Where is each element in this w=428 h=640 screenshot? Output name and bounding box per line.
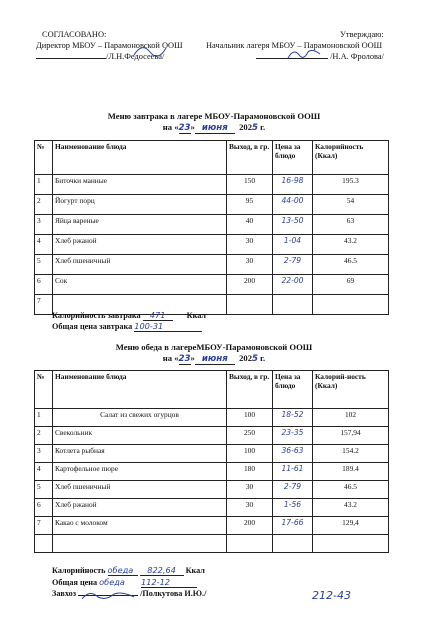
dish-output: 95 [227,195,273,215]
col-price: Цена за блюдо [273,371,313,409]
breakfast-date: на «23» июня 2025 г. [162,122,266,133]
dish-price: 23-35 [273,427,313,445]
camp-head-line: Начальник лагеря МБОУ – Парамоновской ООШ [206,41,383,50]
dish-name: Какао с молоком [53,517,227,535]
dish-output [227,535,273,553]
dish-calories: 46.5 [313,481,389,499]
dish-price: 2-79 [273,481,313,499]
dish-price: 1-56 [273,499,313,517]
dish-calories: 46.5 [313,255,389,275]
dish-calories: 43.2 [313,499,389,517]
dish-name: Картофельное пюре [53,463,227,481]
director-line: Директор МБОУ – Парамоновской ООШ [36,41,183,50]
dish-calories: 189.4 [313,463,389,481]
row-number: 3 [35,445,53,463]
lunch-calories: Калорийность обеда 822,64 Ккал [52,565,205,575]
dish-name: Хлеб ржаной [53,499,227,517]
table-row [35,175,389,195]
approve-heading: Утверждаю: [340,30,384,39]
dish-price: 13-50 [273,215,313,235]
approval-heading: СОГЛАСОВАНО: [42,30,107,39]
dish-calories: 102 [313,409,389,427]
row-number: 3 [35,215,53,235]
table-row [35,427,389,445]
table-row [35,463,389,481]
col-dish: Наименование блюда [53,371,227,409]
col-number: № [35,141,53,175]
row-number: 2 [35,195,53,215]
manager-signature-line: Завхоз /Полкутова И.Ю./ [52,589,206,598]
dish-output: 200 [227,275,273,295]
dish-price: 44-00 [273,195,313,215]
lunch-table [34,370,389,553]
table-row [35,409,389,427]
dish-price [273,295,313,315]
dish-output [227,295,273,315]
row-number: 7 [35,295,53,315]
breakfast-table [34,140,389,315]
dish-name: Салат из свежих огурцов [53,409,227,427]
dish-calories: 43.2 [313,235,389,255]
dish-output: 30 [227,481,273,499]
dish-calories [313,295,389,315]
lunch-title: Меню обеда в лагереМБОУ-Парамоновской ООШ [115,342,313,352]
dish-price: 36-63 [273,445,313,463]
dish-price: 16-98 [273,175,313,195]
dish-calories: 154.2 [313,445,389,463]
handwritten-total: 212-43 [312,589,351,602]
dish-output: 150 [227,175,273,195]
dish-output: 100 [227,445,273,463]
dish-calories: 63 [313,215,389,235]
dish-output: 200 [227,517,273,535]
dish-calories: 129,4 [313,517,389,535]
dish-name: Хлеб пшеничный [53,481,227,499]
dish-output: 250 [227,427,273,445]
dish-name: Котлета рыбная [53,445,227,463]
dish-calories: 54 [313,195,389,215]
dish-name: Йогурт порц [53,195,227,215]
lunch-header-row [35,371,389,409]
dish-output: 30 [227,499,273,517]
director-name: /Л.Н.Федосеева/ [36,52,164,62]
dish-price: 2-79 [273,255,313,275]
row-number: 7 [35,517,53,535]
dish-output: 180 [227,463,273,481]
dish-output: 30 [227,235,273,255]
row-number: 5 [35,255,53,275]
table-row [35,517,389,535]
table-row [35,255,389,275]
table-row [35,481,389,499]
row-number: 2 [35,427,53,445]
row-number [35,535,53,553]
row-number: 1 [35,409,53,427]
col-calories: Калорий-ность (Ккал) [313,371,389,409]
lunch-total-price: Общая цена обеда 112-12 [52,577,197,588]
breakfast-total-price: Общая цена завтрака 100-31 [52,321,202,332]
dish-price [273,535,313,553]
table-row [35,215,389,235]
dish-name: Яйца вареные [53,215,227,235]
dish-calories: 157,94 [313,427,389,445]
dish-price: 11-61 [273,463,313,481]
col-dish: Наименование блюда [53,141,227,175]
dish-output: 40 [227,215,273,235]
row-number: 4 [35,463,53,481]
dish-price: 1-04 [273,235,313,255]
dish-calories [313,535,389,553]
dish-price: 17-66 [273,517,313,535]
dish-name: Хлеб ржаной [53,235,227,255]
lunch-date: на «23» июня 2025 г. [162,353,266,364]
breakfast-header-row [35,141,389,175]
col-output: Выход, в гр. [227,141,273,175]
col-price: Цена за блюдо [273,141,313,175]
dish-price: 18-52 [273,409,313,427]
col-number: № [35,371,53,409]
col-output: Выход, в гр. [227,371,273,409]
dish-price: 22-00 [273,275,313,295]
row-number: 6 [35,499,53,517]
signature-icon [286,46,322,62]
col-calories: Калорийность (Ккал) [313,141,389,175]
dish-name: Сок [53,275,227,295]
table-row [35,535,389,553]
dish-name: Биточки манные [53,175,227,195]
dish-name: Хлеб пшеничный [53,255,227,275]
breakfast-calories: Калорийность завтрака 471 Ккал [52,310,206,320]
camp-head-name: /Н.А. Фролова/ [256,52,384,62]
row-number: 4 [35,235,53,255]
table-row [35,235,389,255]
dish-calories: 69 [313,275,389,295]
table-row [35,195,389,215]
dish-name [53,535,227,553]
dish-output: 30 [227,255,273,275]
row-number: 5 [35,481,53,499]
dish-name: Свекольник [53,427,227,445]
table-row [35,499,389,517]
dish-calories: 195.3 [313,175,389,195]
row-number: 1 [35,175,53,195]
row-number: 6 [35,275,53,295]
manager-signature-icon [78,591,138,601]
table-row [35,275,389,295]
breakfast-title: Меню завтрака в лагере МБОУ-Парамоновской ООШ [107,111,321,121]
dish-output: 100 [227,409,273,427]
stamp-seal-icon [130,40,170,62]
table-row [35,445,389,463]
